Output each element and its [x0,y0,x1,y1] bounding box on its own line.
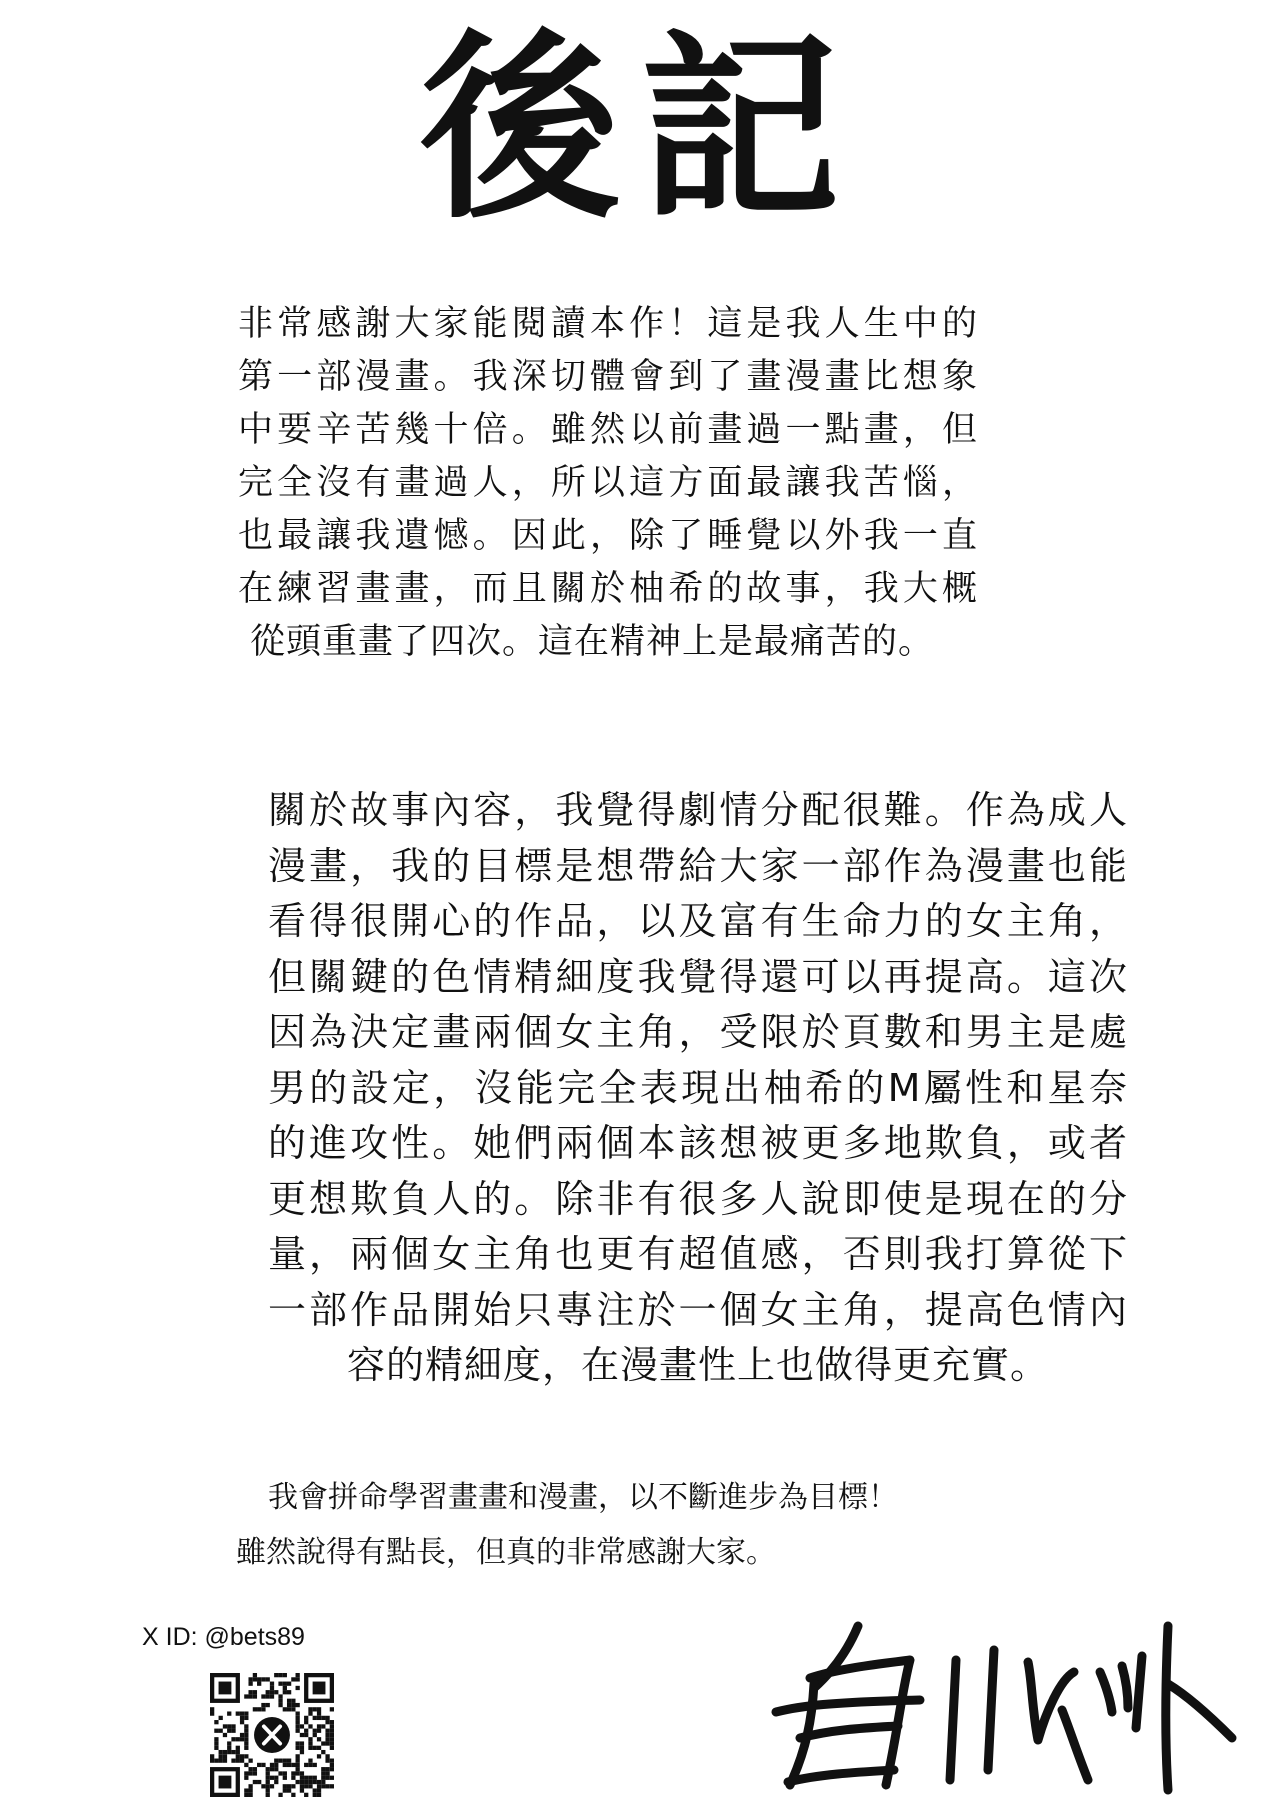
text-line: 因為決定畫兩個女主角，受限於頁數和男主是處 [268,1010,1128,1054]
text-line: 中要辛苦幾十倍。雖然以前畫過一點畫，但 [238,410,978,450]
text-line: 在練習畫畫，而且關於柚希的故事，我大概 [238,569,978,609]
text-line: 我會拼命學習畫畫和漫畫，以不斷進步為目標！ [268,1480,898,1515]
text-line: 漫畫，我的目標是想帶給大家一部作為漫畫也能 [268,843,1128,888]
text-line: 男的設定，沒能完全表現出柚希的M屬性和星奈 [268,1065,1128,1110]
paragraph-story [268,783,1128,1394]
text-line: 第一部漫畫。我深切體會到了畫漫畫比想象 [238,357,978,397]
text-line: 更想欺負人的。除非有很多人說即使是現在的分 [268,1176,1128,1221]
text-line: 容的精細度，在漫畫性上也做得更充實。 [346,1343,1049,1387]
paragraph-closing [236,1470,1036,1580]
text-line: 非常感謝大家能閱讀本作！這是我人生中的 [238,304,978,344]
x-logo-icon [254,1717,290,1753]
author-signature [770,1620,1240,1795]
paragraph-thanks [238,298,978,669]
page-title: 後記 [419,13,860,246]
text-line: 量，兩個女主角也更有超值感，否則我打算從下 [268,1232,1128,1276]
x-id-label: X ID: @bets89 [142,1623,305,1651]
text-line: 看得很開心的作品，以及富有生命力的女主角， [268,899,1128,943]
text-line: 的進攻性。她們兩個本該想被更多地欺負，或者 [268,1121,1128,1165]
text-line: 但關鍵的色情精細度我覺得還可以再提高。這次 [268,954,1128,999]
text-line: 完全沒有畫過人，所以這方面最讓我苦惱， [238,463,978,503]
text-line: 也最讓我遺憾。因此，除了睡覺以外我一直 [238,516,978,556]
text-line: 一部作品開始只專注於一個女主角，提高色情內 [268,1287,1128,1332]
text-line: 關於故事內容，我覺得劇情分配很難。作為成人 [268,788,1128,832]
text-line: 雖然說得有點長，但真的非常感謝大家。 [236,1535,776,1570]
qr-code-icon[interactable] [210,1673,334,1797]
text-line: 從頭重畫了四次。這在精神上是最痛苦的。 [250,622,935,662]
